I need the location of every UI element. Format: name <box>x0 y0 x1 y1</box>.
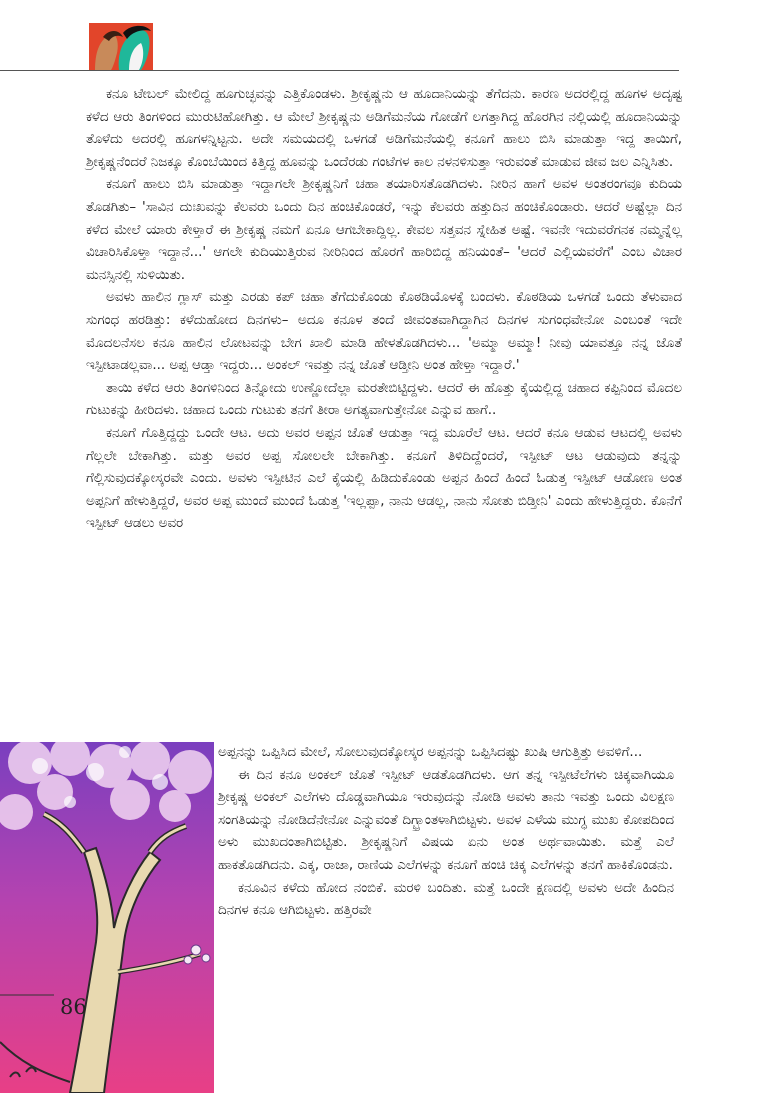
page-number: 86 <box>60 995 87 1019</box>
paragraph: ಕನೂಗೆ ಹಾಲು ಬಿಸಿ ಮಾಡುತ್ತಾ ಇದ್ದಾಗಲೇ ಶ್ರೀಕೃಷ್ಣನಿಗೆ ಚಹಾ ತಯಾರಿಸತೊಡಗಿದಳು. ನೀರಿನ ಹಾಗೆ ಅವಳ ಅಂತರಂಗವೂ ಕುದಿಯ ತೊಡಗಿತು– 'ಸಾವಿನ ದುಃಖವನ್ನು ಕೆಲವರು ಒಂದು ದಿನ ಹಂಚಿಕೊಂಡರೆ, ಇನ್ನು ಕೆಲವರು ಹತ್ತುದಿನ ಹಂಚಿಕೊಂಡಾರು. ಆದರೆ ಅಷ್ಟೆಲ್ಲಾ ದಿನ ಕಳೆದ ಮೇಲೆ ಯಾರು ಕೇಳ್ತಾರೆ ಈ ಶ್ರೀಕೃಷ್ಣ ನಮಗೆ ಏನೂ ಆಗಬೇಕಾದ್ದಿಲ್ಲ. ಕೇವಲ ಸತ್ತವನ ಸ್ನೇಹಿತ ಅಷ್ಟೆ. ಇವನೇ ಇದುವರೆಗನಕ ನಮ್ಮನ್ನೆಲ್ಲ ವಿಚಾರಿಸಿಕೊಳ್ತಾ ಇದ್ದಾನೆ...' ಆಗಲೇ ಕುದಿಯುತ್ತಿರುವ ನೀರಿನಿಂದ ಹೊರಗೆ ಹಾರಿಬಿದ್ದ ಹನಿಯಂತೆ– 'ಆದರೆ ಎಲ್ಲಿಯವರೆಗೆ' ಎಂಬ ವಿಚಾರ ಮನಸ್ಸಿನಲ್ಲಿ ಸುಳಿಯಿತು. <box>86 177 682 283</box>
paragraph: ಅವಳು ಹಾಲಿನ ಗ್ಲಾಸ್ ಮತ್ತು ಎರಡು ಕಪ್ ಚಹಾ ತೆಗೆದುಕೊಂಡು ಕೊಠಡಿಯೊಳಕ್ಕೆ ಬಂದಳು. ಕೊಠಡಿಯ ಒಳಗಡೆ ಒಂದು ತೆಳುವಾದ ಸುಗಂಧ ಹರಡಿತ್ತು: ಕಳೆದುಹೋದ ದಿನಗಳು– ಅದೂ ಕನೂಳ ತಂದೆ ಜೀವಂತವಾಗಿದ್ದಾಗಿನ ದಿನಗಳ ಸುಗಂಧವೇನೋ ಎಂಬಂತೆ ಇದೇ ಮೊದಲನೆಸಲ ಕನೂ ಹಾಲಿನ ಲೋಟವನ್ನು ಬೇಗ ಖಾಲಿ ಮಾಡಿ ಹೇಳತೊಡಗಿದಳು... 'ಅಮ್ಮಾ ಅಮ್ಮಾ! ನೀವು ಯಾವತ್ತೂ ನನ್ನ ಜೊತೆ ಇಸ್ಪೀಟಾಡಲ್ಲವಾ... ಅಪ್ಪ ಆಡ್ತಾ ಇದ್ದರು... ಅಂಕಲ್ ಇವತ್ತು ನನ್ನ ಜೊತೆ ಆಡ್ತೀನಿ ಅಂತ ಹೇಳ್ತಾ ಇದ್ದಾರೆ.' <box>86 290 682 374</box>
article-text-bottom <box>218 742 674 923</box>
paragraph: ಕನೂವಿನ ಕಳೆದು ಹೋದ ನಂಬಿಕೆ. ಮರಳಿ ಬಂದಿತು. ಮತ್ತೆ ಒಂದೇ ಕ್ಷಣದಲ್ಲಿ ಅವಳು ಅದೇ ಹಿಂದಿನ ದಿನಗಳ ಕನೂ ಆಗಿಬಿಟ್ಟಳು. ಹತ್ತಿರವೇ <box>218 880 674 919</box>
header-rule <box>0 70 679 71</box>
article-text-top <box>86 84 682 536</box>
magazine-logo-icon <box>89 23 153 70</box>
paragraph: ಈ ದಿನ ಕನೂ ಅಂಕಲ್ ಜೊತೆ ಇಸ್ಪೀಟ್ ಆಡತೊಡಗಿದಳು. ಆಗ ತನ್ನ ಇಸ್ಪೀಟೆಲೆಗಳು ಚಿಕ್ಕವಾಗಿಯೂ ಶ್ರೀಕೃಷ್ಣ ಅಂಕಲ್ ಎಲೆಗಳು ದೊಡ್ಡವಾಗಿಯೂ ಇರುವುದನ್ನು ನೋಡಿ ಅವಳು ತಾನು ಇವತ್ತು ಒಂದು ವಿಲಕ್ಷಣ ಸಂಗತಿಯನ್ನು ನೋಡಿದೆನೇನೋ ಎನ್ನುವಂತೆ ದಿಗ್ಭ್ರಾಂತಳಾಗಿಬಿಟ್ಟಳು. ಅವಳ ಎಳೆಯ ಮುಗ್ಧ ಮುಖ ಕೋಪದಿಂದ ಅಳು ಮುಖದಂತಾಗಿಬಿಟ್ಟಿತು. ಶ್ರೀಕೃಷ್ಣನಿಗೆ ವಿಷಯ ಏನು ಅಂತ ಅರ್ಥವಾಯಿತು. ಮತ್ತೆ ಎಲೆ ಹಾಕತೊಡಗಿದನು. ಎಕ್ಕ, ರಾಜಾ, ರಾಣಿಯ ಎಲೆಗಳನ್ನು ಕನೂಗೆ ಹಂಚಿ ಚಿಕ್ಕ ಎಲೆಗಳನ್ನು ತನಗೆ ಹಾಕಿಕೊಂಡನು. <box>218 767 674 873</box>
paragraph: ತಾಯಿ ಕಳೆದ ಆರು ತಿಂಗಳಿನಿಂದ ತಿನ್ನೋದು ಉಣ್ಣೋದೆಲ್ಲಾ ಮರತೇಬಿಟ್ಟಿದ್ದಳು. ಆದರೆ ಈ ಹೊತ್ತು ಕೈಯಲ್ಲಿದ್ದ ಚಹಾದ ಕಪ್ಪಿನಿಂದ ಮೊದಲ ಗುಟುಕನ್ನು ಹೀರಿದಳು. ಚಹಾದ ಒಂದು ಗುಟುಕು ತನಗೆ ತೀರಾ ಅಗತ್ಯವಾಗುತ್ತೇನೋ ಎನ್ನುವ ಹಾಗೆ.. <box>86 380 682 419</box>
paragraph: ಕನೂ ಟೇಬಲ್ ಮೇಲಿದ್ದ ಹೂಗುಚ್ಛವನ್ನು ಎತ್ತಿಕೊಂಡಳು. ಶ್ರೀಕೃಷ್ಣನು ಆ ಹೂದಾನಿಯನ್ನು ತೆಗೆದನು. ಕಾರಣ ಅದರಲ್ಲಿದ್ದ ಹೂಗಳ ಅದೃಷ್ಟ ಕಳೆದ ಆರು ತಿಂಗಳಿಂದ ಮುರುಟಿಹೋಗಿತ್ತು. ಆ ಮೇಲೆ ಶ್ರೀಕೃಷ್ಣನು ಅಡಿಗೆಮನೆಯ ಗೋಡೆಗೆ ಲಗತ್ತಾಗಿದ್ದ ಹೊರಗಿನ ನಲ್ಲಿಯಲ್ಲಿ ಹೂದಾನಿಯನ್ನು ತೊಳೆದು ಅದರಲ್ಲಿ ಹೂಗಳನ್ನಿಟ್ಟನು. ಅದೇ ಸಮಯದಲ್ಲಿ ಒಳಗಡೆ ಅಡಿಗೆಮನೆಯಲ್ಲಿ ಕನೂಗೆ ಹಾಲು ಬಿಸಿ ಮಾಡುತ್ತಾ ಇದ್ದ ತಾಯಿಗೆ, ಶ್ರೀಕೃಷ್ಣನೆಂದರೆ ನಿಜಕ್ಕೂ ಕೊಂಬೆಯಿಂದ ಕಿತ್ತಿದ್ದ ಹೂವನ್ನು ಒಂದೆರಡು ಗಂಟೆಗಳ ಕಾಲ ನಳನಳಿಸುತ್ತಾ ಇರುವಂತೆ ಮಾಡುವ ಜೀವ ಜಲ ಎನ್ನಿಸಿತು. <box>86 87 682 170</box>
tree-illustration <box>0 742 214 1093</box>
paragraph: ಕನೂಗೆ ಗೊತ್ತಿದ್ದದ್ದು ಒಂದೇ ಆಟ. ಅದು ಅವರ ಅಪ್ಪನ ಜೊತೆ ಆಡುತ್ತಾ ಇದ್ದ ಮೂರೆಲೆ ಆಟ. ಆದರೆ ಕನೂ ಆಡುವ ಆಟದಲ್ಲಿ ಅವಳು ಗೆಲ್ಲಲೇ ಬೇಕಾಗಿತ್ತು. ಮತ್ತು ಅವರ ಅಪ್ಪ ಸೋಲಲೇ ಬೇಕಾಗಿತ್ತು. ಕನೂಗೆ ತಿಳಿದಿದ್ದೆಂದರೆ, ಇಸ್ಪೀಟ್ ಆಟ ಆಡುವುದು ತನ್ನನ್ನು ಗೆಲ್ಲಿಸುವುದಕ್ಕೋಸ್ಕರವೇ ಎಂದು. ಅವಳು ಇಸ್ಪೀಟಿನ ಎಲೆ ಕೈಯಲ್ಲಿ ಹಿಡಿದುಕೊಂಡು ಅಪ್ಪನ ಹಿಂದೆ ಹಿಂದೆ ಓಡುತ್ತ ಇಸ್ಪೀಟ್ ಆಡೋಣ ಅಂತ ಅಪ್ಪನಿಗೆ ಹೇಳುತ್ತಿದ್ದರೆ, ಅವರ ಅಪ್ಪ ಮುಂದೆ ಮುಂದೆ ಓಡುತ್ತ 'ಇಲ್ಲಪ್ಪಾ, ನಾನು ಆಡಲ್ಲ, ನಾನು ಸೋತು ಬಿಡ್ತೀನಿ' ಎಂದು ಹೇಳುತ್ತಿದ್ದರು. ಕೊನೆಗೆ ಇಸ್ಪೀಟ್ ಆಡಲು ಅವರ <box>86 425 682 532</box>
paragraph: ಅಪ್ಪನನ್ನು ಒಪ್ಪಿಸಿದ ಮೇಲೆ, ಸೋಲುವುದಕ್ಕೋಸ್ಕರ ಅಪ್ಪನನ್ನು ಒಪ್ಪಿಸಿದಷ್ಟು ಖುಷಿ ಆಗುತ್ತಿತ್ತು ಅವಳಿಗೆ... <box>218 745 643 760</box>
